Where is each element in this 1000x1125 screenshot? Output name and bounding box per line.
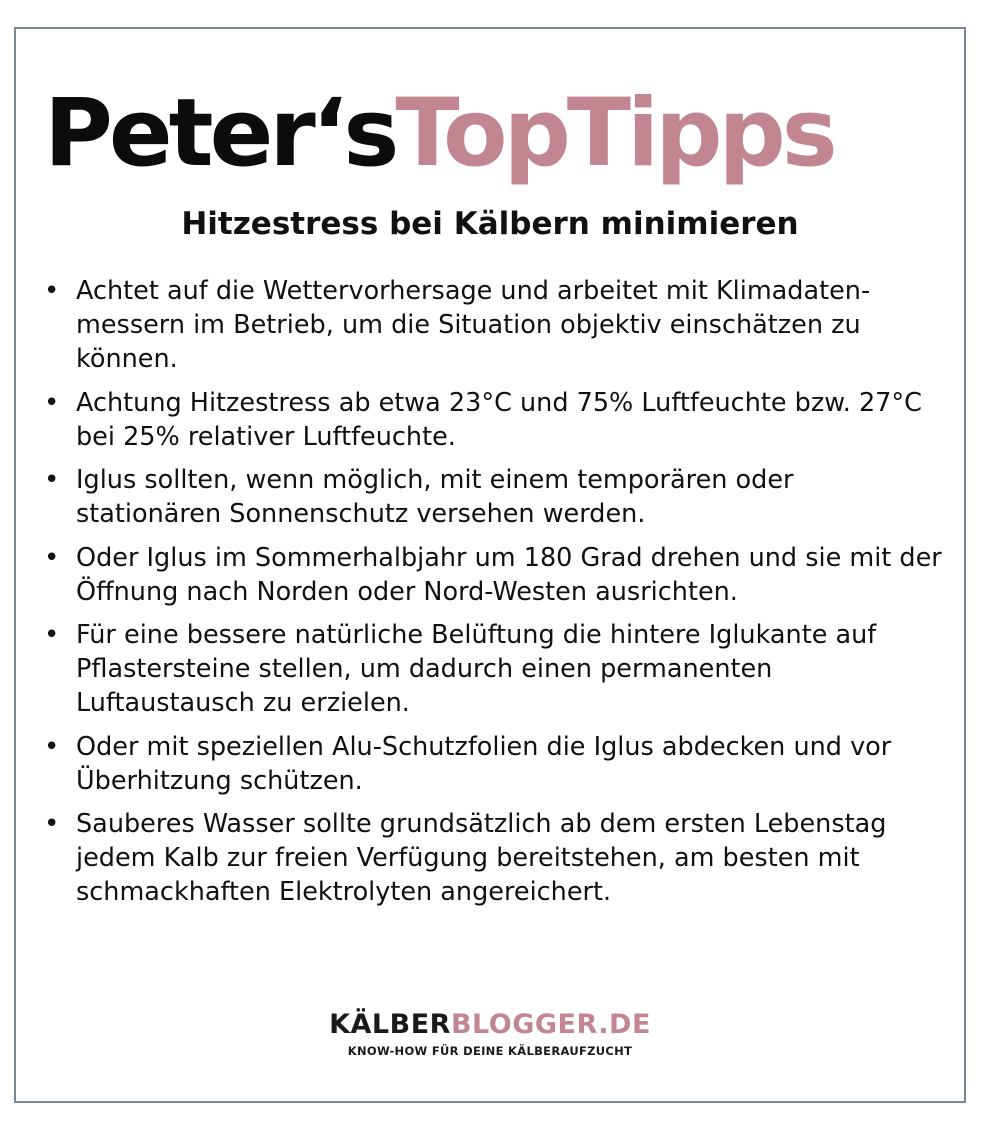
tip-text: Achtung Hitzestress ab etwa 23°C und 75% Luftfeuchte bzw. 27°C bei 25% relativer Luftfeuchte.	[76, 387, 922, 452]
brand-logo	[16, 1011, 964, 1058]
page-subtitle: Hitzestress bei Kälbern minimieren	[181, 206, 799, 242]
list-item	[44, 541, 944, 609]
list-item	[44, 807, 944, 909]
headline-toptipps: TopTipps	[395, 79, 834, 188]
list-item	[44, 386, 944, 454]
tip-text: Iglus sollten, wenn möglich, mit einem temporären oder stationären Sonnenschutz versehen werden.	[76, 465, 794, 529]
bullet-icon: •	[44, 465, 60, 495]
bullet-icon: •	[44, 387, 60, 418]
list-item	[44, 463, 944, 531]
bullet-icon: •	[44, 731, 60, 762]
tip-text: Oder Iglus im Sommerhalbjahr um 180 Grad drehen und sie mit der Öffnung nach Norden oder Nord-Westen ausrichten.	[76, 542, 942, 607]
brand-name-part2: BLOGGER.DE	[450, 1009, 651, 1040]
list-item	[44, 274, 944, 376]
bullet-icon: •	[44, 276, 60, 306]
bullet-icon: •	[44, 620, 60, 650]
tips-list	[44, 274, 944, 919]
bullet-icon: •	[44, 542, 60, 573]
brand-name-part1: KÄLBER	[329, 1009, 451, 1040]
tips-card	[14, 27, 966, 1103]
tip-text: Sauberes Wasser sollte grundsätzlich ab dem ersten Lebenstag jedem Kalb zur freien Verfügung bereitstehen, am besten mit schmackhaften Elektrolyten angereichert.	[76, 809, 887, 907]
headline	[44, 79, 944, 188]
bullet-icon: •	[44, 809, 60, 839]
tip-text: Oder mit speziellen Alu-Schutzfolien die Iglus abdecken und vor Überhitzung schützen.	[76, 731, 892, 796]
tip-text: Achtet auf die Wettervorhersage und arbeitet mit Klimadaten-messern im Betrieb, um die Situation objektiv einschätzen zu können.	[76, 276, 871, 374]
tip-text: Für eine bessere natürliche Belüftung die hintere Iglukante auf Pflastersteine stellen, um dadurch einen permanenten Luftaustausch zu erzielen.	[76, 620, 877, 718]
list-item	[44, 618, 944, 720]
brand-name	[16, 1011, 964, 1038]
list-item	[44, 730, 944, 798]
headline-name: Peter‘s	[44, 79, 396, 188]
brand-tagline: KNOW-HOW FÜR DEINE KÄLBERAUFZUCHT	[347, 1044, 633, 1058]
